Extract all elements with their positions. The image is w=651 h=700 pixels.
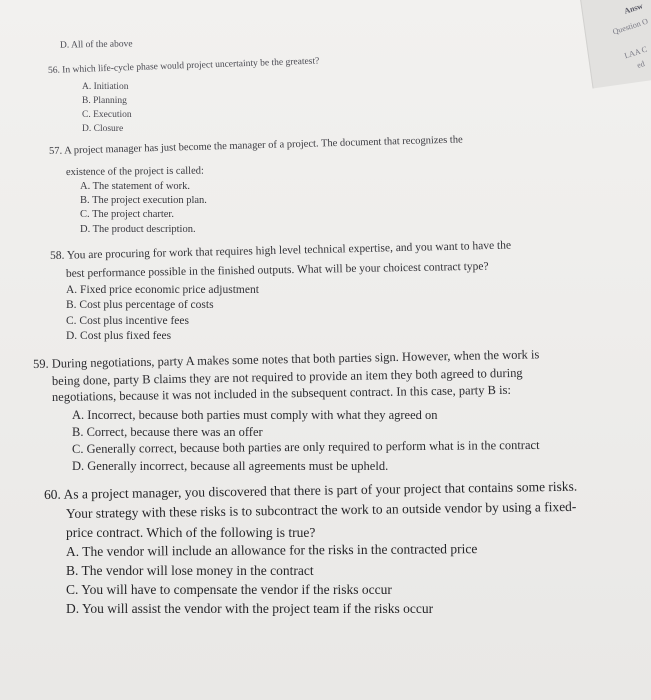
- question-stem-continued: Your strategy with these risks is to subcontract the work to an outside vendor by using a fixed-: [65, 498, 577, 521]
- question-stem-continued: best performance possible in the finished outputs. What will be your choicest contract type?: [65, 260, 489, 280]
- option-d: D. Cost plus fixed fees: [66, 330, 172, 342]
- corner-label: LAA C: [622, 44, 648, 61]
- option-c: C. Cost plus incentive fees: [66, 315, 189, 327]
- question-stem-continued: existence of the project is called:: [65, 165, 204, 178]
- question-stem: 58. You are procuring for work that requires high level technical expertise, and you want to have the: [49, 239, 512, 262]
- option-b: B. Cost plus percentage of costs: [66, 299, 214, 311]
- question-stem: 59. During negotiations, party A makes some notes that both parties sign. However, when the work is: [32, 347, 540, 371]
- corner-label: ed: [636, 59, 647, 70]
- question-stem: 60. As a project manager, you discovered that there is part of your project that contains some risks.: [43, 478, 578, 502]
- option-d: D. Generally incorrect, because all agreements must be upheld.: [72, 459, 389, 473]
- question-stem: 57. A project manager has just become the manager of a project. The document that recognizes the: [48, 134, 463, 157]
- option-a: A. The statement of work.: [80, 181, 191, 192]
- option-d: D. The product description.: [80, 224, 196, 235]
- option-b: B. Correct, because there was an offer: [72, 425, 263, 439]
- option-a: A. Incorrect, because both parties must comply with what they agreed on: [72, 408, 438, 422]
- question-stem-continued: negotiations, because it was not included in the subsequent contract. In this case, party B is:: [51, 382, 511, 404]
- option-c: C. Execution: [82, 110, 132, 120]
- question-stem: 56. In which life-cycle phase would project uncertainty be the greatest?: [47, 56, 320, 76]
- previous-answer-line: D. All of the above: [59, 39, 133, 51]
- page-corner: [580, 0, 651, 89]
- option-b: B. The project execution plan.: [80, 195, 207, 206]
- question-stem-continued: price contract. Which of the following is true?: [66, 525, 316, 540]
- option-c: C. The project charter.: [80, 209, 174, 220]
- option-a: A. Fixed price economic price adjustment: [66, 284, 259, 296]
- option-d: D. Closure: [82, 124, 124, 134]
- option-a: A. The vendor will include an allowance for the risks in the contracted price: [65, 541, 478, 559]
- option-b: B. The vendor will lose money in the contract: [66, 563, 314, 578]
- option-c: C. You will have to compensate the vendor if the risks occur: [66, 582, 392, 597]
- question-stem-continued: being done, party B claims they are not required to provide an item they both agreed to during: [51, 365, 523, 388]
- option-a: A. Initiation: [82, 82, 129, 92]
- corner-label: Question O: [611, 16, 650, 37]
- option-b: B. Planning: [82, 96, 127, 106]
- corner-label: Answ: [622, 1, 644, 16]
- option-c: C. Generally correct, because both parties are only required to perform what is in the contract: [71, 437, 540, 456]
- option-d: D. You will assist the vendor with the project team if the risks occur: [66, 601, 434, 616]
